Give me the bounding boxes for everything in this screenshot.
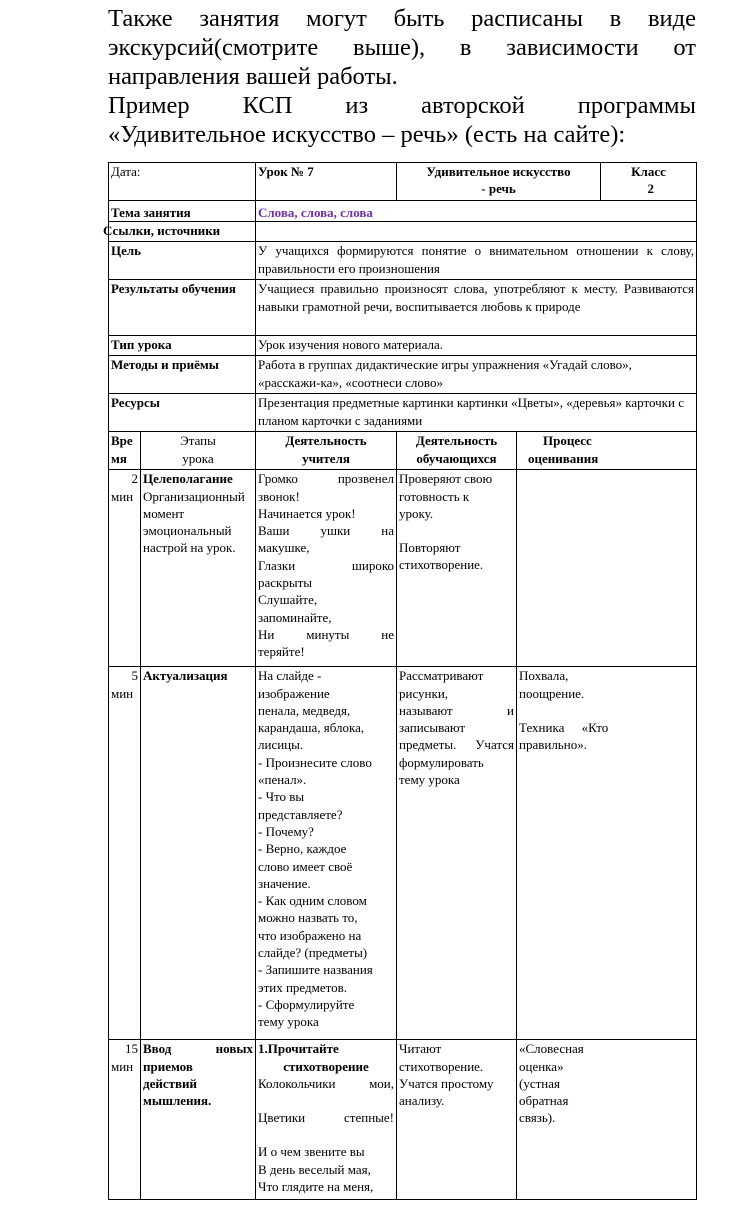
stage2-teacher-line: - Верно, каждое xyxy=(258,841,347,857)
stage3-teacher-title: 1.Прочитайте xyxy=(258,1041,339,1057)
stage2-teacher-line: - Запишите названия xyxy=(258,962,373,978)
resources-row xyxy=(109,394,697,432)
stage1-teacher xyxy=(256,470,397,667)
stage2-teacher-line: - Как одним словом xyxy=(258,893,367,909)
resources-label: Ресурсы xyxy=(109,394,256,432)
intro-line: Также занятия могут быть расписаны в виде xyxy=(108,5,696,32)
stage1-students-line: готовность к xyxy=(399,488,470,504)
results-value: Учащиеся правильно произносят слова, употребляют к месту. Развиваются навыки грамотной речи, воспитывается любовь к природе xyxy=(256,280,697,336)
stage3-time-num: 15 xyxy=(125,1041,138,1057)
methods-row xyxy=(109,356,697,394)
col-assess xyxy=(517,432,697,470)
class-label: Класс xyxy=(631,164,666,179)
stage1-stage-line: настрой на урок. xyxy=(143,540,236,556)
stage1-students-line: стихотворение. xyxy=(399,557,484,573)
program-title: Удивительное искусство xyxy=(426,164,571,179)
stage2-stage xyxy=(141,667,256,1040)
links-value xyxy=(256,222,697,242)
stage2-students-line: формулировать xyxy=(399,754,484,770)
stage2-stage-title: Актуализация xyxy=(143,668,228,684)
stage1-stage-line: момент xyxy=(143,505,185,521)
stage3-students-line: Читают xyxy=(399,1041,442,1057)
stage3-stage-line xyxy=(143,1040,253,1057)
stage1-teacher-line: Ваши ушки на xyxy=(258,523,394,539)
columns-header-row xyxy=(109,432,697,470)
stage-row-2 xyxy=(109,667,697,1040)
topic-row xyxy=(109,201,697,222)
stage1-teacher-line: Ни минуты не xyxy=(258,626,394,642)
intro-line: экскурсий(смотрите выше), в зависимости от xyxy=(108,34,696,61)
ksp-table xyxy=(103,162,697,1200)
methods-label: Методы и приёмы xyxy=(109,356,256,394)
stage1-stage-title: Целеполагание xyxy=(143,471,233,487)
col-students-line1: Деятельность xyxy=(415,433,498,449)
stage1-time-num: 2 xyxy=(131,471,138,487)
stage2-time-num: 5 xyxy=(131,668,138,684)
stage3-assess-line: (устная xyxy=(519,1075,560,1091)
intro-line: Пример КСП из авторской программы xyxy=(108,92,696,119)
stage1-time-unit: мин xyxy=(111,488,134,504)
goal-row xyxy=(109,242,697,280)
results-label: Результаты обучения xyxy=(109,280,256,336)
stage1-teacher-line: Начинается урок! xyxy=(258,505,356,521)
stage2-teacher-line: слово имеет своё xyxy=(258,858,353,874)
stage2-teacher-line: - Произнесите слово xyxy=(258,754,372,770)
stage2-teacher-line: На слайде - xyxy=(258,668,322,684)
resources-value: Презентация предметные картинки картинки «Цветы», «деревья» карточки с планом карточки с заданиями xyxy=(256,394,697,432)
stage3-assess-line: обратная xyxy=(519,1093,569,1109)
stage2-teacher-line: изображение xyxy=(258,685,330,701)
stage3-students-line: анализу. xyxy=(399,1093,445,1109)
goal-label: Цель xyxy=(109,242,256,280)
stage3-time-unit: мин xyxy=(111,1058,134,1074)
goal-value: У учащихся формируются понятие о внимательном отношении к слову, правильности его произношения xyxy=(256,242,697,280)
spacer xyxy=(399,522,514,539)
stage1-students-line: Проверяют свою xyxy=(399,471,493,487)
stage2-students-line: называют и xyxy=(399,702,514,718)
stage2-students-line: предметы. Учатся xyxy=(399,737,514,753)
stage3-stage-line: приемов xyxy=(143,1058,193,1074)
stage1-students xyxy=(397,470,517,667)
stage1-teacher-line: теряйте! xyxy=(258,644,305,660)
stage2-teacher-line: слайде? (предметы) xyxy=(258,945,368,961)
stage2-teacher-line: карандаша, яблока, xyxy=(258,720,365,736)
stage1-stage-line: эмоциональный xyxy=(143,523,232,539)
stage2-teacher-line: что изображено на xyxy=(258,927,362,943)
stage3-stage-line: мышления. xyxy=(143,1093,212,1109)
stage3-teacher xyxy=(256,1040,397,1200)
stage2-students-line: рисунки, xyxy=(399,685,449,701)
stage3-teacher-line: И о чем звените вы xyxy=(258,1144,365,1160)
stage2-time xyxy=(109,667,141,1040)
stage2-teacher-line: значение. xyxy=(258,875,311,891)
stage2-teacher-line: можно назвать то, xyxy=(258,910,358,926)
topic-label: Тема занятия xyxy=(109,201,256,222)
stage-row-3 xyxy=(109,1040,697,1200)
class-value: 2 xyxy=(647,181,655,197)
stage2-students-line: Рассматривают xyxy=(399,668,484,684)
col-time xyxy=(109,432,141,470)
col-stages-line2: урока xyxy=(182,450,214,466)
col-time-line1: Вре xyxy=(111,433,133,449)
col-stages xyxy=(141,432,256,470)
links-row xyxy=(109,222,697,242)
stage1-students-line: уроку. xyxy=(399,505,434,521)
stage2-teacher-line: лисицы. xyxy=(258,737,304,753)
stage2-students-line: записывают xyxy=(399,720,466,736)
stage2-teacher-line: - Сформулируйте xyxy=(258,996,355,1012)
stage1-teacher-line: раскрыты xyxy=(258,575,313,591)
col-assess-line2: оценивания xyxy=(528,450,599,466)
stage1-stage-line: Организационный xyxy=(143,488,245,504)
stage1-teacher-line: Глазки широко xyxy=(258,557,394,573)
stage1-students-line: Повторяют xyxy=(399,540,461,556)
col-students-line2: обучающихся xyxy=(416,450,497,466)
stage1-teacher-line: Слушайте, xyxy=(258,592,318,608)
intro-line: «Удивительное искусство – речь» (есть на сайте): xyxy=(108,121,626,148)
col-assess-line1: Процесс xyxy=(543,433,592,449)
stage1-stage xyxy=(141,470,256,667)
stage3-teacher-title: стихотворение xyxy=(283,1058,369,1074)
stage3-stage-word: новых xyxy=(215,1041,253,1057)
spacer xyxy=(258,1126,394,1143)
stage2-assess xyxy=(517,667,697,1040)
stage1-teacher-line: Громко прозвенел xyxy=(258,471,394,487)
stage1-assess xyxy=(517,470,697,667)
results-row xyxy=(109,280,697,336)
stage3-assess-line: оценка» xyxy=(519,1058,564,1074)
stage2-time-unit: мин xyxy=(111,685,134,701)
stage2-teacher-line: - Что вы xyxy=(258,789,305,805)
stage3-teacher-line: Колокольчики мои, xyxy=(258,1075,394,1091)
col-teacher-line2: учителя xyxy=(302,450,350,466)
stage3-assess xyxy=(517,1040,697,1200)
col-stages-line1: Этапы xyxy=(180,433,216,449)
type-row xyxy=(109,336,697,356)
stage1-teacher-line: запоминайте, xyxy=(258,609,332,625)
stage3-students-line: стихотворение. xyxy=(399,1058,484,1074)
program-title-2: - речь xyxy=(481,181,516,197)
program-cell xyxy=(397,163,601,201)
stage2-assess-line: поощрение. xyxy=(519,685,585,701)
stage2-teacher-line: представляете? xyxy=(258,806,343,822)
spacer xyxy=(258,1092,394,1109)
stage3-students xyxy=(397,1040,517,1200)
type-value: Урок изучения нового материала. xyxy=(256,336,697,356)
stage3-time xyxy=(109,1040,141,1200)
col-teacher xyxy=(256,432,397,470)
stage2-teacher-line: - Почему? xyxy=(258,823,314,839)
intro-text xyxy=(108,4,696,149)
stage1-time xyxy=(109,470,141,667)
links-cell xyxy=(103,222,256,242)
lesson-number: Урок № 7 xyxy=(258,164,314,179)
lesson-number-cell xyxy=(256,163,397,201)
stage3-teacher-line: Цветики степные! xyxy=(258,1110,394,1126)
stage3-stage-line: действий xyxy=(143,1075,197,1091)
date-cell xyxy=(109,163,256,201)
stage3-assess-line: «Словесная xyxy=(519,1041,584,1057)
spacer xyxy=(519,702,694,719)
intro-line: направления вашей работы. xyxy=(108,63,398,90)
stage3-teacher-line: В день веселый мая, xyxy=(258,1161,371,1177)
table-header-row xyxy=(109,163,697,201)
stage2-teacher-line: «пенал». xyxy=(258,772,307,788)
stage2-assess-line: Похвала, xyxy=(519,668,569,684)
stage2-teacher-line: тему урока xyxy=(258,1014,319,1030)
type-label: Тип урока xyxy=(109,336,256,356)
stage2-assess-line: Техника «Кто xyxy=(519,719,609,735)
col-time-line2: мя xyxy=(111,450,127,466)
methods-value: Работа в группах дидактические игры упражнения «Угадай слово», «расскажи-ка», «соотнеси слово» xyxy=(256,356,697,394)
stage3-stage xyxy=(141,1040,256,1200)
class-cell xyxy=(601,163,697,201)
stage2-students xyxy=(397,667,517,1040)
stage2-students-line: тему урока xyxy=(399,772,460,788)
links-label: Ссылки, источники xyxy=(103,223,221,239)
stage3-stage-word: Ввод xyxy=(143,1041,172,1057)
stage1-teacher-line: макушке, xyxy=(258,540,310,556)
col-students xyxy=(397,432,517,470)
stage2-teacher-line: этих предметов. xyxy=(258,979,348,995)
stage3-teacher-line: Что глядите на меня, xyxy=(258,1179,374,1195)
col-teacher-line1: Деятельность xyxy=(285,433,367,449)
stage1-teacher-line: звонок! xyxy=(258,488,300,504)
stage2-assess-line: правильно». xyxy=(519,737,587,753)
stage3-assess-line: связь). xyxy=(519,1110,556,1126)
stage-row-1 xyxy=(109,470,697,667)
stage3-students-line: Учатся простому xyxy=(399,1075,494,1091)
stage2-teacher xyxy=(256,667,397,1040)
date-label: Дата: xyxy=(111,164,141,179)
stage2-teacher-line: пенала, медведя, xyxy=(258,702,351,718)
topic-value: Слова, слова, слова xyxy=(256,201,697,222)
